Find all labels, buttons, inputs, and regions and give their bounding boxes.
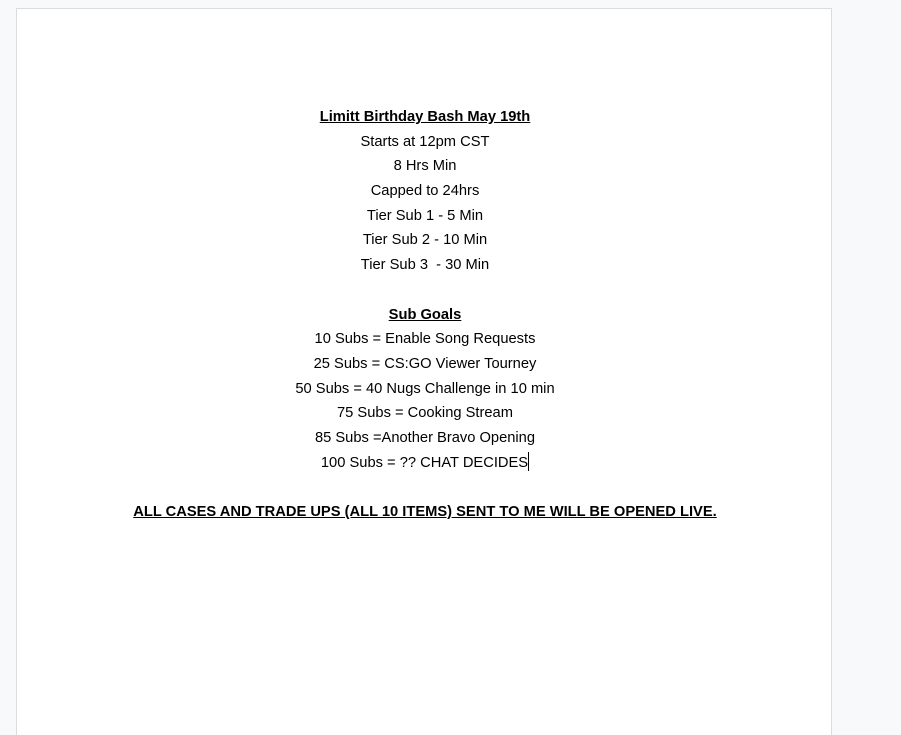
- sub-goal-line: 10 Subs = Enable Song Requests: [314, 331, 536, 348]
- detail-line: Tier Sub 1 - 5 Min: [366, 207, 484, 224]
- detail-line: Tier Sub 3 - 30 Min: [360, 257, 490, 274]
- blank-line: [17, 278, 833, 303]
- detail-line: 8 Hrs Min: [393, 158, 457, 175]
- sub-goal-line-last: [17, 451, 833, 476]
- text-cursor: [528, 452, 529, 471]
- sub-goal-text: 100 Subs = ?? CHAT DECIDES: [320, 454, 529, 471]
- detail-line: Starts at 12pm CST: [360, 133, 490, 150]
- sub-goal-line: 85 Subs =Another Bravo Opening: [314, 429, 536, 446]
- blank-line: [17, 475, 833, 500]
- notice-text: ALL CASES AND TRADE UPS (ALL 10 ITEMS) SENT TO ME WILL BE OPENED LIVE.: [133, 504, 717, 520]
- document-body[interactable]: [17, 105, 833, 525]
- sub-goal-line: 50 Subs = 40 Nugs Challenge in 10 min: [295, 380, 555, 397]
- sub-goals-heading: Sub Goals: [388, 306, 462, 323]
- detail-line: Capped to 24hrs: [370, 183, 480, 200]
- sub-goal-line: 75 Subs = Cooking Stream: [337, 405, 513, 422]
- sub-goal-line: 25 Subs = CS:GO Viewer Tourney: [313, 355, 537, 372]
- detail-line: Tier Sub 2 - 10 Min: [362, 232, 488, 249]
- document-page[interactable]: [16, 8, 832, 735]
- event-title: Limitt Birthday Bash May 19th: [319, 109, 531, 125]
